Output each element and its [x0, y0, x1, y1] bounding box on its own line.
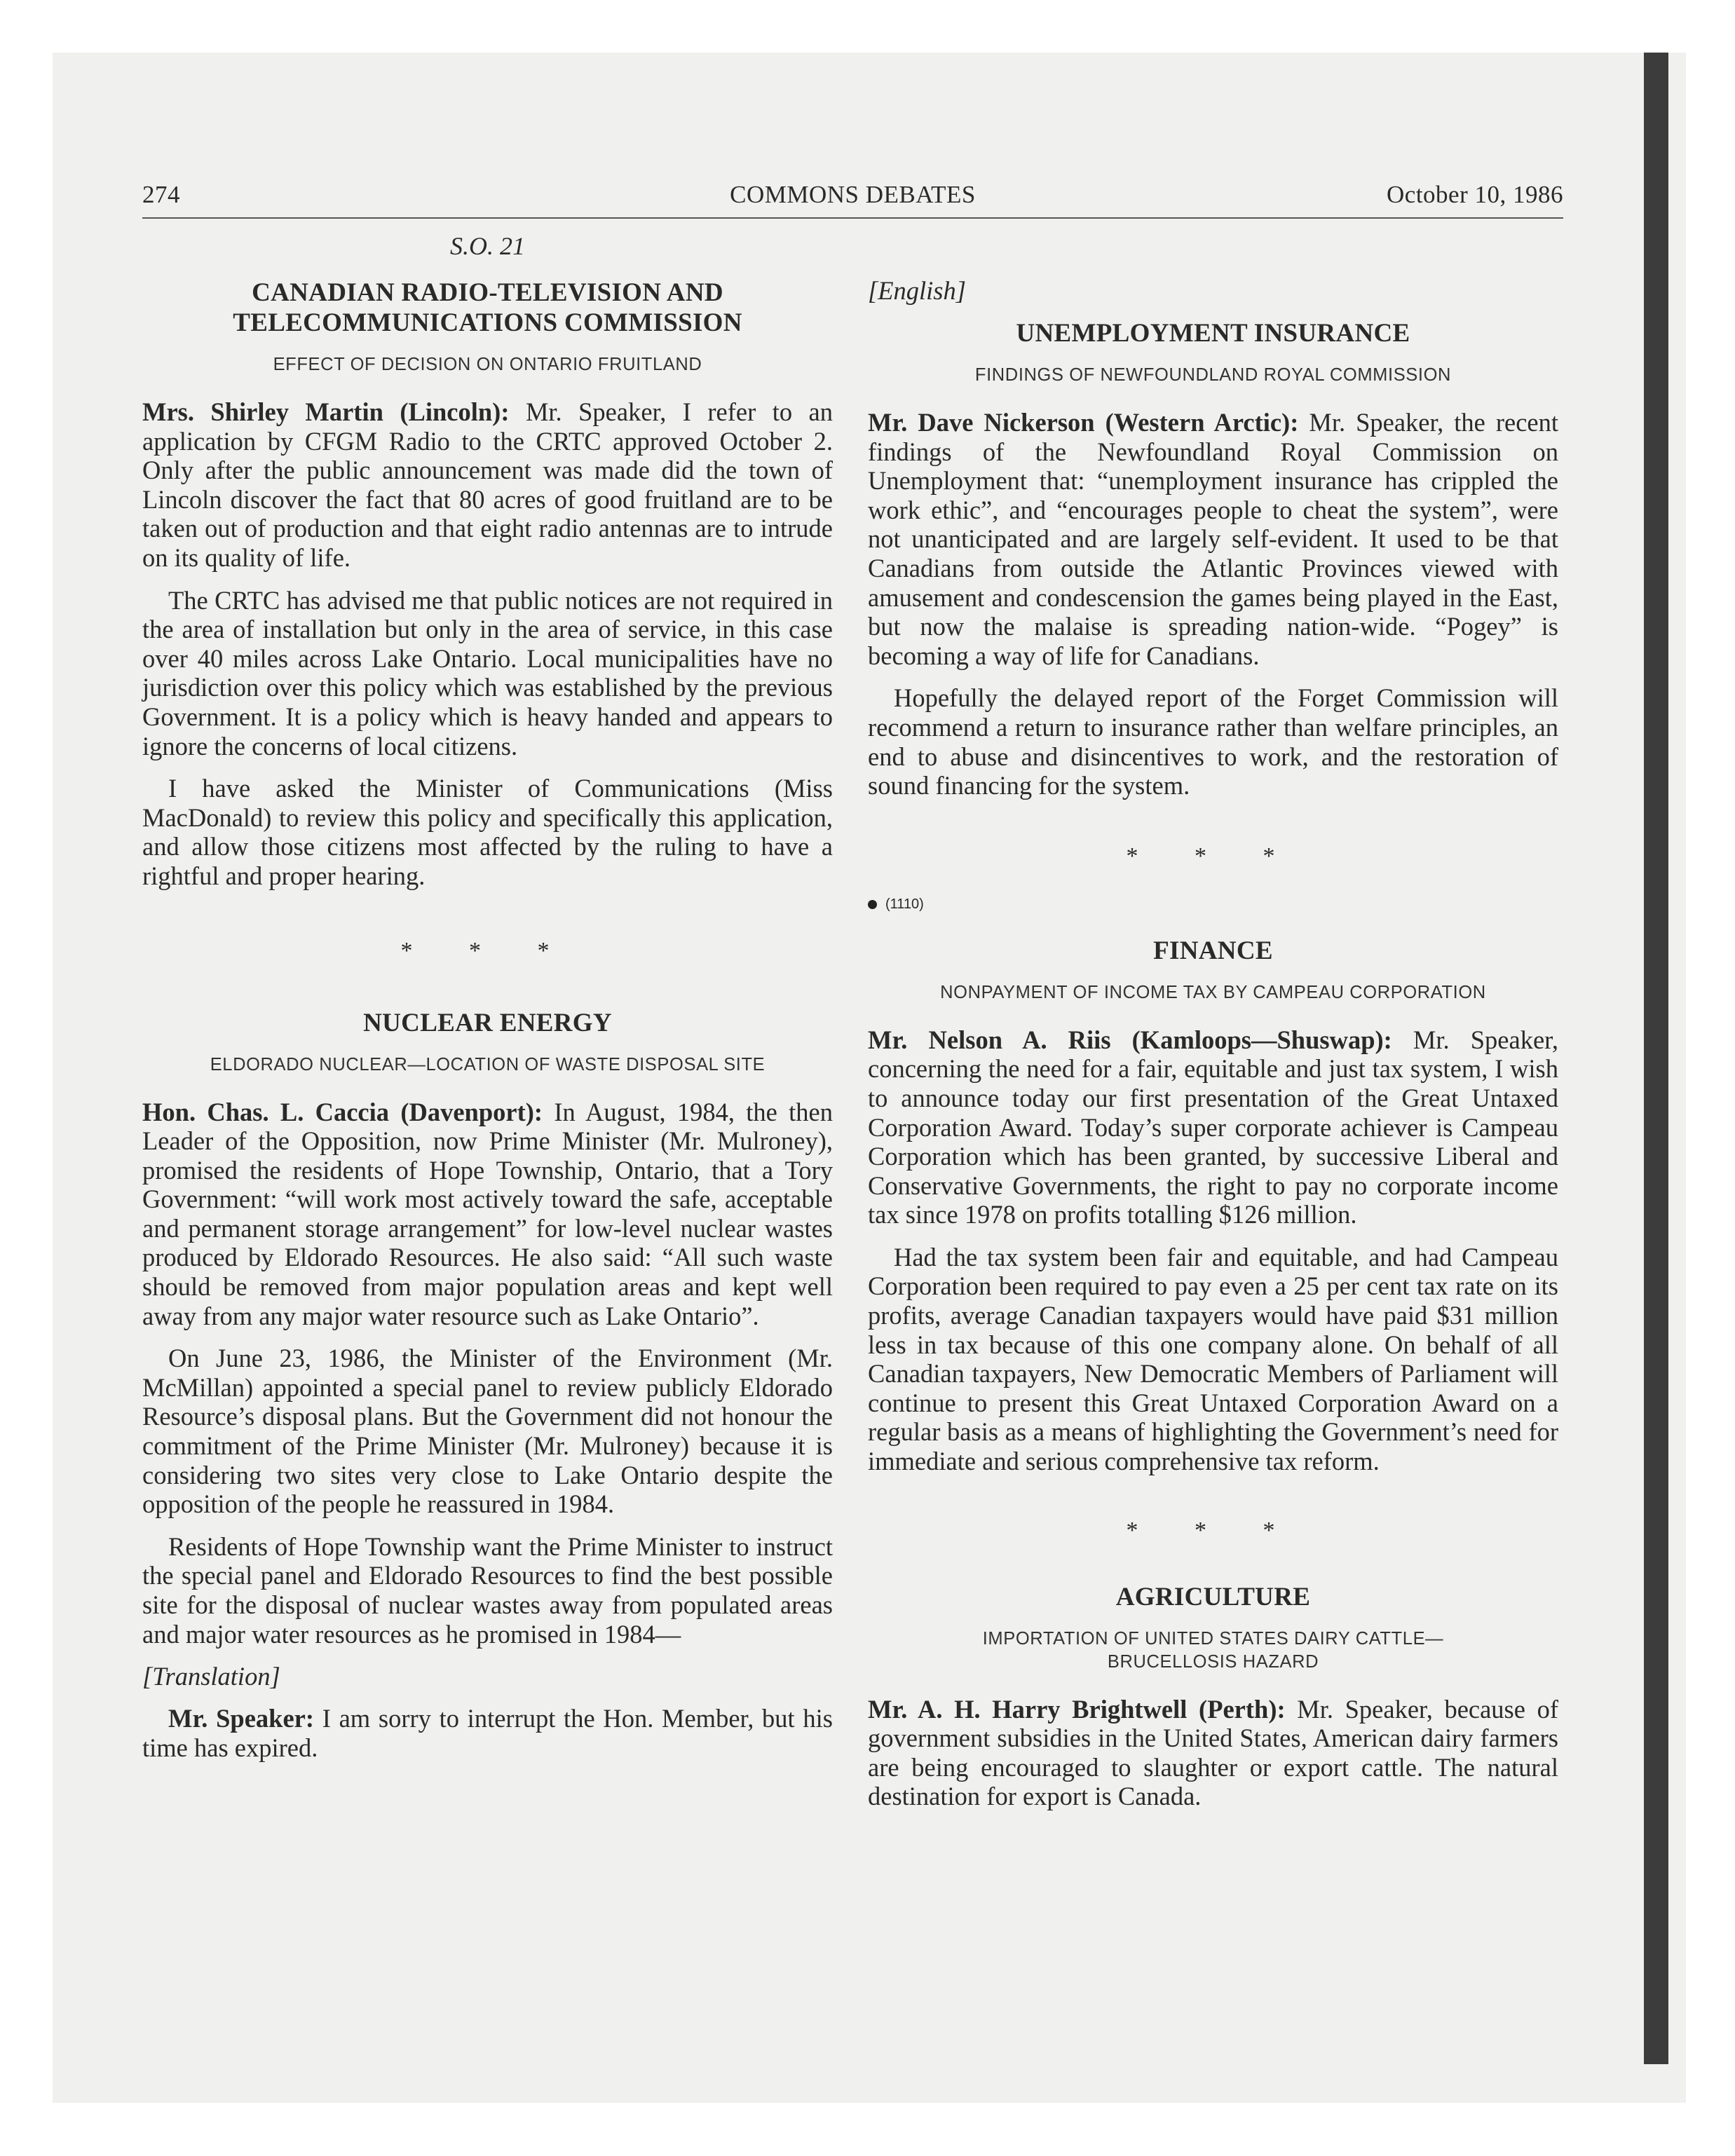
publication-title: COMMONS DEBATES — [730, 181, 976, 208]
statement-paragraph: On June 23, 1986, the Minister of the Environment (Mr. McMillan) appointed a special panel to review publicly Eldorado Resource’s disposal plans. But the Government did not honour the commitment of the Prime Minister (Mr. Mulroney) because it is considering two sites very close to Lake Ontario despite the opposition of the people he reassured in 1984. — [142, 1344, 833, 1519]
section-subheading: NONPAYMENT OF INCOME TAX BY CAMPEAU CORPORATION — [940, 982, 1486, 1002]
scan-edge — [1644, 53, 1668, 2064]
statement-text: Mr. Speaker, the recent findings of the Newfoundland Royal Commission on Unemployment that: “unemployment insurance has crippled the work ethic”, and “encourages people to cheat the system”, were not unanticipated and are largely self-evident. It used to be that Canadians from outside the Atlantic Provinces viewed with amusement and condescension the games being played in the East, but now the malaise is spreading nation-wide. “Pogey” is becoming a way of life for Canadians. — [868, 408, 1558, 670]
statement-paragraph: Hopefully the delayed report of the Forget Commission will recommend a return to insurance rather than welfare principles, an end to abuse and disincentives to work, and the restoration of sound financing for the system. — [868, 683, 1558, 800]
section-subheading: EFFECT OF DECISION ON ONTARIO FRUITLAND — [273, 355, 702, 374]
speaker-name: Mr. Speaker: — [168, 1704, 315, 1733]
bullet-icon — [868, 900, 877, 909]
section-subheading: IMPORTATION OF UNITED STATES DAIRY CATTLE— BRUCELLOSIS HAZARD — [982, 1628, 1444, 1672]
section-heading: UNEMPLOYMENT INSURANCE — [1016, 319, 1410, 348]
section-heading: CANADIAN RADIO-TELEVISION AND TELECOMMUNICATIONS COMMISSION — [233, 278, 742, 337]
statement-paragraph — [142, 1098, 833, 1331]
statement-text: Mr. Speaker, because of government subsidies in the United States, American dairy farmers are being encouraged to slaughter or export cattle. The natural destination for export is Canada. — [868, 1694, 1558, 1811]
speaker-name: Mr. Dave Nickerson (Western Arctic): — [868, 408, 1299, 437]
speaker-name: Mr. A. H. Harry Brightwell (Perth): — [868, 1694, 1286, 1724]
section-heading: NUCLEAR ENERGY — [363, 1008, 612, 1037]
statement-paragraph: The CRTC has advised me that public notices are not required in the area of installation but only in the area of service, in this case over 40 miles across Lake Ontario. Local municipalities have no jurisdiction over this policy which was established by the previous Government. It is a policy which is heavy handed and appears to ignore the concerns of local citizens. — [142, 585, 833, 760]
statement-paragraph — [142, 397, 833, 573]
section-heading: AGRICULTURE — [1115, 1582, 1311, 1611]
language-marker: [English] — [868, 276, 966, 305]
time-marker — [868, 894, 1558, 915]
section-separator: * * * — [400, 937, 575, 964]
section-heading: FINANCE — [1153, 936, 1273, 965]
speaker-name: Mrs. Shirley Martin (Lincoln): — [142, 397, 510, 426]
statement-paragraph — [868, 408, 1558, 670]
statement-text: Mr. Speaker, I refer to an application by CFGM Radio to the CRTC approved October 2. Only after the public announcement was made did the town of Lincoln discover the fact that 80 acres of good fruitland are to be taken out of production and that eight radio antennas are to intrude on its quality of life. — [142, 397, 833, 572]
section-separator: * * * — [1126, 842, 1300, 869]
language-marker: [Translation] — [142, 1662, 280, 1691]
section-subheading: ELDORADO NUCLEAR—LOCATION OF WASTE DISPOSAL SITE — [210, 1054, 766, 1074]
section-subheading: FINDINGS OF NEWFOUNDLAND ROYAL COMMISSION — [974, 365, 1452, 385]
statement-text: Mr. Speaker, concerning the need for a fair, equitable and just tax system, I wish to announce today our first presentation of the Great Untaxed Corporation Award. Today’s super corporate achiever is Campeau Corporation which has been granted, by successive Liberal and Conservative Governments, the right to pay no corporate income tax since 1978 on profits totalling $126 million. — [868, 1025, 1558, 1229]
statement-paragraph: Residents of Hope Township want the Prime Minister to instruct the special panel and Eldorado Resources to find the best possible site for the disposal of nuclear wastes away from populated areas and major water resources as he promised in 1984— — [142, 1531, 833, 1649]
section-separator: * * * — [1126, 1517, 1300, 1543]
statement-paragraph: I have asked the Minister of Communications (Miss MacDonald) to review this policy and specifically this application, and allow those citizens most affected by the ruling to have a rightful and proper hearing. — [142, 774, 833, 890]
left-column — [142, 231, 833, 1775]
time-stamp: (1110) — [885, 896, 924, 912]
statement-paragraph — [868, 1025, 1558, 1229]
statement-paragraph: Had the tax system been fair and equitable, and had Campeau Corporation been required to pay even a 25 per cent tax rate on its profits, average Canadian taxpayers would have paid $31 million less in tax because of this one company alone. On behalf of all Canadian taxpayers, New Democratic Members of Parliament will continue to present this Great Untaxed Corporation Award on a regular basis as a means of highlighting the Government’s need for immediate and serious comprehensive tax reform. — [868, 1242, 1558, 1476]
statement-text: I am sorry to interrupt the Hon. Member, but his time has expired. — [142, 1704, 833, 1762]
statement-paragraph — [142, 1704, 833, 1762]
statement-text: In August, 1984, the then Leader of the Opposition, now Prime Minister (Mr. Mulroney), promised the residents of Hope Township, Ontario, that a Tory Government: “will work most actively toward the safe, acceptable and permanent storage arrangement” for low-level nuclear wastes produced by Eldorado Resources. He also said: “All such waste should be removed from major population areas and kept well away from any major water resource such as Lake Ontario”. — [142, 1097, 833, 1330]
right-column — [868, 231, 1558, 1824]
speaker-name: Mr. Nelson A. Riis (Kamloops—Shuswap): — [868, 1025, 1392, 1054]
page-number: 274 — [142, 181, 180, 208]
issue-date: October 10, 1986 — [1387, 181, 1563, 208]
standing-order-label: S.O. 21 — [450, 232, 525, 260]
statement-paragraph — [868, 1695, 1558, 1811]
speaker-name: Hon. Chas. L. Caccia (Davenport): — [142, 1097, 543, 1126]
running-header — [142, 181, 1563, 219]
